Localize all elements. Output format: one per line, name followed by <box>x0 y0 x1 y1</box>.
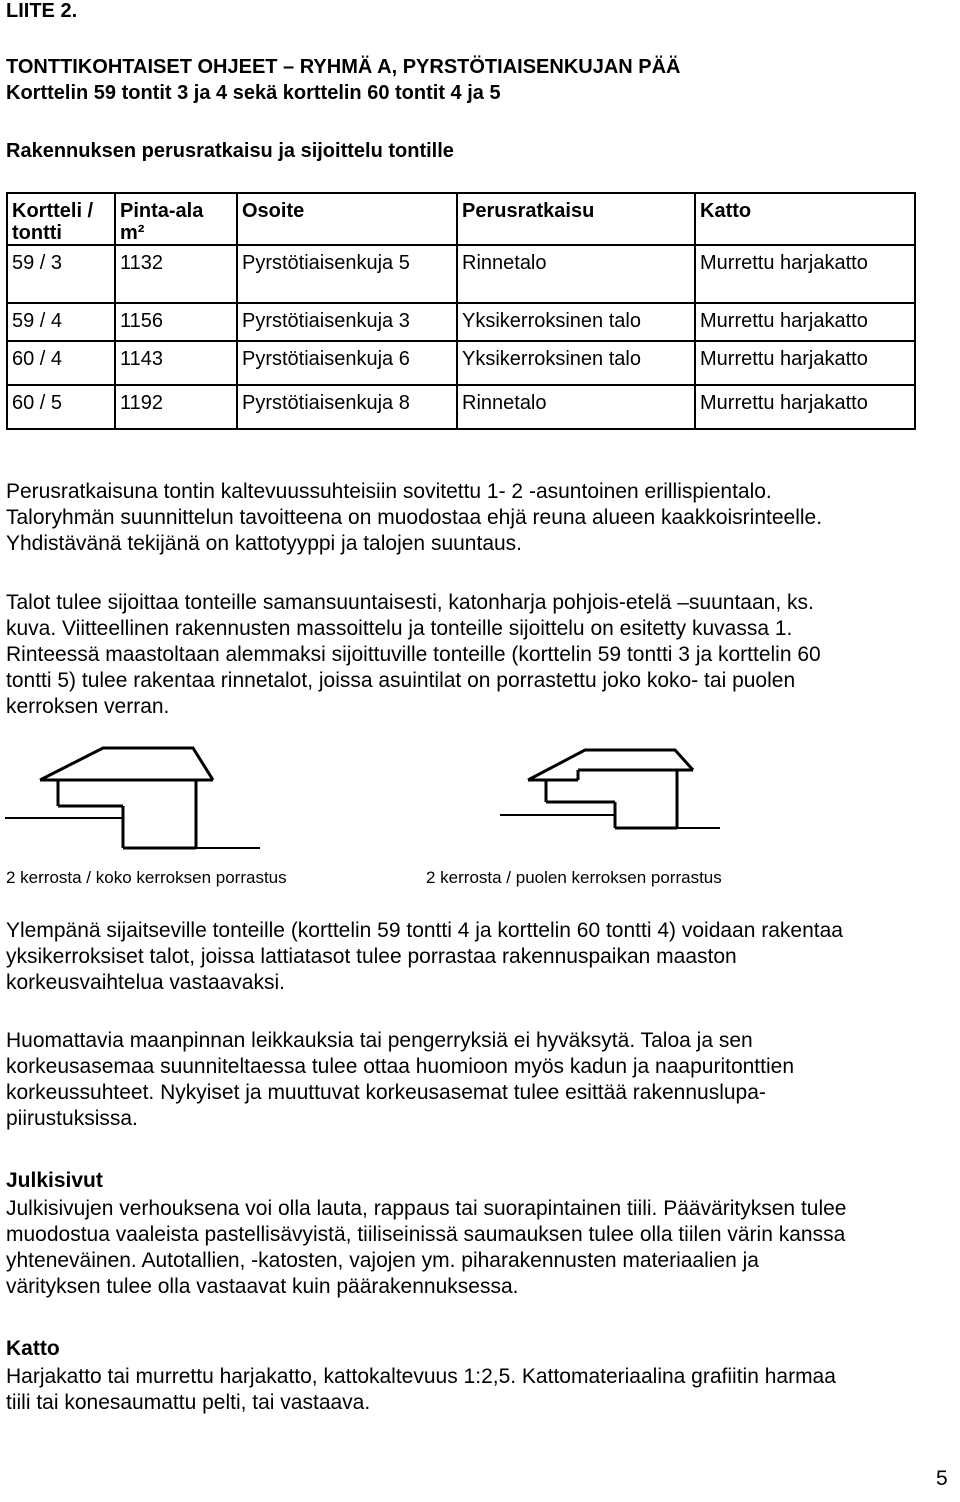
cell-roof: Murrettu harjakatto <box>695 245 915 303</box>
figure-caption-half-step: 2 kerrosta / puolen kerroksen porrastus <box>426 868 722 887</box>
figure-caption-full-step: 2 kerrosta / koko kerroksen porrastus <box>6 868 287 887</box>
paragraph-ground-works: Huomattavia maanpinnan leikkauksia tai pengerryksiä ei hyväksytä. Taloa ja sen korkeusasemaa suunniteltaessa tulee ottaa huomioon myös kadun ja naapuritonttien korkeussuhteet. Nykyiset ja muuttuvat korkeusasemat tulee esittää rakennuslupa- piirustuksissa. <box>6 1029 795 1130</box>
table-row <box>7 385 915 429</box>
table-header-row <box>7 193 915 245</box>
page-subtitle: Korttelin 59 tontit 3 ja 4 sekä korttelin 60 tontit 4 ja 5 <box>6 82 501 104</box>
header-address: Osoite <box>237 193 457 245</box>
cell-address: Pyrstötiaisenkuja 3 <box>237 303 457 341</box>
cell-address: Pyrstötiaisenkuja 5 <box>237 245 457 303</box>
cell-roof: Murrettu harjakatto <box>695 303 915 341</box>
cell-area: 1156 <box>115 303 237 341</box>
page-number: 5 <box>936 1467 948 1490</box>
cell-solution: Rinnetalo <box>457 245 695 303</box>
cell-lot: 59 / 4 <box>7 303 115 341</box>
header-area: Pinta-ala m² <box>115 193 237 245</box>
cell-roof: Murrettu harjakatto <box>695 385 915 429</box>
lot-table <box>6 192 916 430</box>
cell-lot: 60 / 5 <box>7 385 115 429</box>
cell-solution: Yksikerroksinen talo <box>457 341 695 385</box>
cell-solution: Yksikerroksinen talo <box>457 303 695 341</box>
header-block-lot: Kortteli / tontti <box>7 193 115 245</box>
table-row <box>7 341 915 385</box>
house-half-floor-step-drawing <box>528 750 693 828</box>
paragraph-facades: Julkisivujen verhouksena voi olla lauta, rappaus tai suorapintainen tiili. Päävärityksen tulee muodostua vaaleista pastellisävyistä, tiiliseinissä saumauksen tulee olla tiilen värin kanssa yhteneväinen. Autotallien, -katosten, vajojen ym. piharakennusten materiaalien ja värityksen tulee olla vastaavat kuin päärakennuksessa. <box>6 1197 847 1298</box>
cell-area: 1192 <box>115 385 237 429</box>
cell-address: Pyrstötiaisenkuja 6 <box>237 341 457 385</box>
paragraph-roof: Harjakatto tai murrettu harjakatto, kattokaltevuus 1:2,5. Kattomateriaalina grafiitin harmaa tiili tai konesaumattu pelti, tai vastaava. <box>6 1365 836 1414</box>
section-heading-placement: Rakennuksen perusratkaisu ja sijoittelu tontille <box>6 140 454 162</box>
cell-solution: Rinnetalo <box>457 385 695 429</box>
paragraph-basic-solution: Perusratkaisuna tontin kaltevuussuhteisiin sovitettu 1- 2 -asuntoinen erillispientalo. Taloryhmän suunnittelun tavoitteena on muodostaa ehjä reuna alueen kaakkoisrinteelle. Yhdistävänä tekijänä on kattotyyppi ja talojen suuntaus. <box>6 480 823 555</box>
cell-area: 1143 <box>115 341 237 385</box>
paragraph-placement: Talot tulee sijoittaa tonteille samansuuntaisesti, katonharja pohjois-etelä –suuntaan, ks. kuva. Viitteellinen rakennusten massoittelu ja tonteille sijoittelu on esitetty kuvassa 1. Rinteessä maastoltaan alemmaksi sijoittuville tonteille (korttelin 59 tontti 3 ja korttelin 60 tontti 5) tulee rakentaa rinnetalot, joissa asuintilat on porrastettu joko koko- tai puolen kerroksen verran. <box>6 591 821 718</box>
cell-area: 1132 <box>115 245 237 303</box>
header-basic-solution: Perusratkaisu <box>457 193 695 245</box>
cell-address: Pyrstötiaisenkuja 8 <box>237 385 457 429</box>
paragraph-upper-lots: Ylempänä sijaitseville tonteille (korttelin 59 tontti 4 ja korttelin 60 tontti 4) voidaan rakentaa yksikerroksiset talot, joissa lattiatasot tulee porrastaa rakennuspaikan maaston korkeusvaihtelua vastaavaksi. <box>6 919 843 994</box>
house-full-floor-step-drawing <box>40 748 213 848</box>
page-title: TONTTIKOHTAISET OHJEET – RYHMÄ A, PYRSTÖTIAISENKUJAN PÄÄ <box>6 56 681 78</box>
table-row <box>7 303 915 341</box>
cell-lot: 59 / 3 <box>7 245 115 303</box>
table-row <box>7 245 915 303</box>
cell-lot: 60 / 4 <box>7 341 115 385</box>
section-heading-facades: Julkisivut <box>6 1169 103 1192</box>
appendix-label: LIITE 2. <box>6 0 78 22</box>
header-roof: Katto <box>695 193 915 245</box>
section-heading-roof: Katto <box>6 1337 60 1360</box>
house-section-figure <box>0 740 800 850</box>
cell-roof: Murrettu harjakatto <box>695 341 915 385</box>
